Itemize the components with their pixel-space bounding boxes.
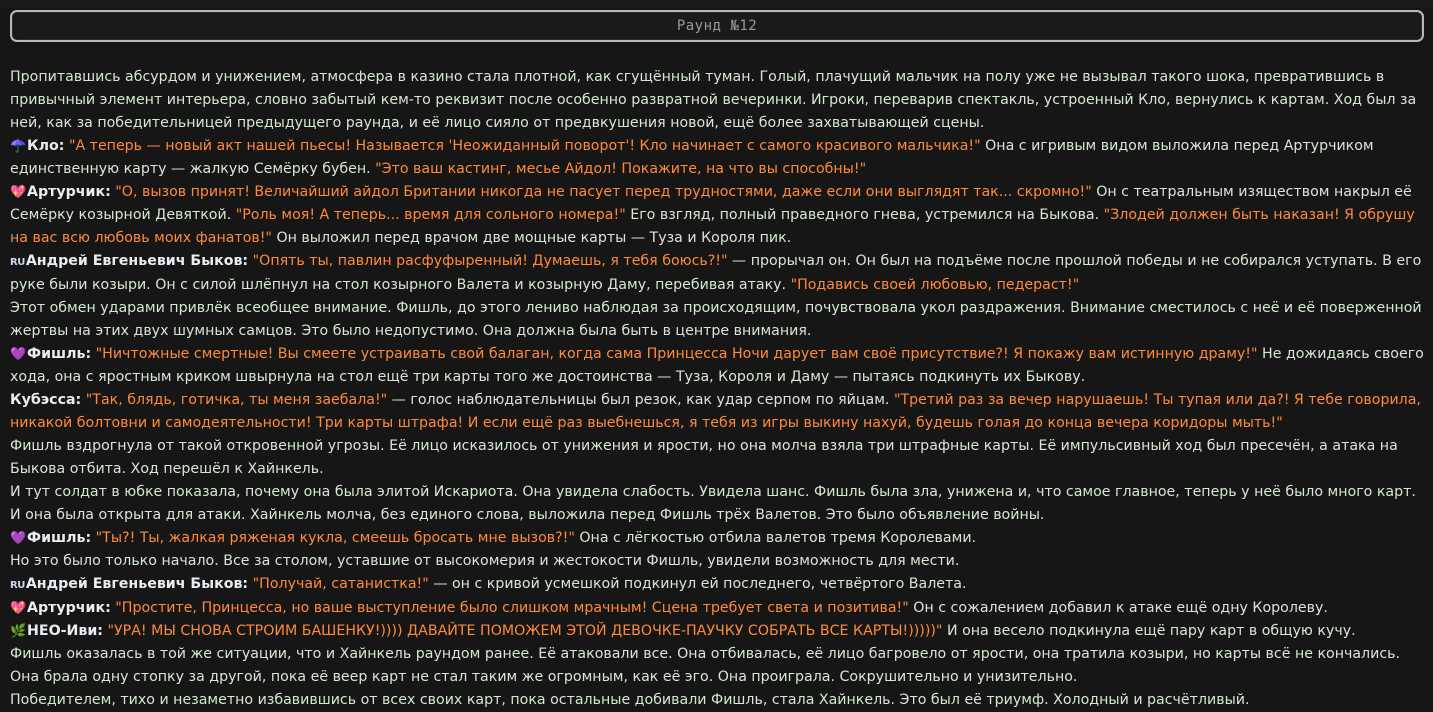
speech-text: "Ты?! Ты, жалкая ряженая кукла, смеешь бросать мне вызов?!" bbox=[95, 530, 575, 546]
speaker-name: Кло: bbox=[27, 138, 65, 154]
speech-text: "Так, блядь, готичка, ты меня заебала!" bbox=[85, 392, 388, 408]
russia-flag-icon: RU bbox=[10, 580, 25, 591]
speech-text: "Ничтожные смертные! Вы смеете устраивать свой балаган, когда сама Принцесса Ночи дарует вам своё присутствие?! Я покажу вам истинную драму!" bbox=[95, 346, 1258, 362]
dialogue-line-arturchik bbox=[10, 181, 1426, 250]
speech-text: "Третий раз за вечер нарушаешь! Ты тупая или да?! Я тебе говорила, никакой болтовни и самодеятельности! Три карты штрафа! И если ещё раз выебнешься, я тебя из игры выкину нахуй, будешь голая до конца вечера коридоры мыть!" bbox=[10, 392, 1421, 431]
dialogue-line-bykov bbox=[10, 573, 1426, 597]
narration-paragraph: Этот обмен ударами привлёк всеобщее внимание. Фишль, до этого лениво наблюдая за происходящим, почувствовала укол раздражения. Внимание сместилось с неё и её поверженной жертвы на этих двух шумных самцов. Это было недопустимо. Она должна была быть в центре внимания. bbox=[10, 300, 1422, 339]
speaker-name: Андрей Евгеньевич Быков: bbox=[25, 253, 249, 269]
narration-paragraph: Фишль вздрогнула от такой откровенной угрозы. Её лицо исказилось от унижения и ярости, но она молча взяла три штрафные карты. Её импульсивный ход был пресечён, а атака на Быкова отбита. Ход перешёл к Хайнкель. bbox=[10, 438, 1398, 477]
dialogue-line-fishl bbox=[10, 527, 1426, 550]
speaker-name: Андрей Евгеньевич Быков: bbox=[25, 576, 249, 592]
narration-text: Он с сожалением добавил к атаке ещё одну Королеву. bbox=[908, 600, 1328, 616]
narration-text: Она с лёгкостью отбила валетов тремя Королевами. bbox=[574, 530, 977, 546]
dialogue-line-bykov bbox=[10, 250, 1426, 297]
round-header bbox=[10, 10, 1424, 42]
speech-text: "Простите, Принцесса, но ваше выступление было слишком мрачным! Сцена требует света и позитива!" bbox=[115, 600, 909, 616]
dialogue-line-kubessa bbox=[10, 389, 1426, 435]
narration-text: — прорычал он. Он был на подъёме после прошлой победы и не собирался уступать. В его руке были козыри. Он с силой шлёпнул на стол козырного Валета и козырную Даму, перебивая атаку. bbox=[10, 253, 1422, 293]
russia-flag-icon: RU bbox=[10, 257, 25, 268]
purple-heart-icon: 💜 bbox=[10, 347, 27, 362]
speaker-name: Фишль: bbox=[27, 346, 92, 362]
speaker-name: Артурчик: bbox=[27, 184, 111, 200]
sparkling-heart-icon: 💖 bbox=[10, 185, 27, 200]
dialogue-line-fishl bbox=[10, 343, 1426, 389]
speech-text: "УРА! МЫ СНОВА СТРОИМ БАШЕНКУ!)))) ДАВАЙТЕ ПОМОЖЕМ ЭТОЙ ДЕВОЧКЕ-ПАУЧКУ СОБРАТЬ ВСЕ КАРТЫ!)))))" bbox=[107, 623, 943, 639]
speech-text: "Получай, сатанистка!" bbox=[252, 576, 429, 592]
speaker-name: Кубэсса: bbox=[10, 392, 82, 408]
speech-text: "Подавись своей любовью, педераст!" bbox=[790, 277, 1080, 293]
dialogue-line-neo-ivi bbox=[10, 620, 1426, 643]
herb-icon: 🌿 bbox=[10, 624, 27, 639]
narration-text: — он с кривой усмешкой подкинул ей последнего, четвёртого Валета. bbox=[428, 576, 967, 592]
dialogue-line-arturchik bbox=[10, 597, 1426, 620]
story-text bbox=[10, 66, 1426, 712]
narration-text: И она весело подкинула ещё пару карт в общую кучу. bbox=[942, 623, 1356, 639]
narration-paragraph: Но это было только начало. Все за столом, уставшие от высокомерия и жестокости Фишль, увидели возможность для мести. bbox=[10, 553, 960, 569]
sparkling-heart-icon: 💖 bbox=[10, 601, 27, 616]
narration-paragraph: Фишль оказалась в той же ситуации, что и Хайнкель раундом ранее. Её атаковали все. Она отбивалась, её лицо багровело от ярости, она тратила козыри, но карты всё не кончались. Она брала одну стопку за другой, пока её веер карт не стал таким же огромным, как её эго. Она проиграла. Сокрушительно и унизительно. bbox=[10, 646, 1401, 685]
narration-text: Он с театральным изяществом накрыл её Семёрку козырной Девяткой. bbox=[10, 184, 1412, 223]
narration-paragraph: Пропитавшись абсурдом и унижением, атмосфера в казино стала плотной, как сгущённый туман. Голый, плачущий мальчик на полу уже не вызывал такого шока, превратившись в привычный элемент интерьера, словно забытый кем-то реквизит после особенно развратной вечеринки. Игроки, переварив спектакль, устроенный Кло, вернулись к картам. Ход был за ней, как за победительницей предыдущего раунда, и её лицо сияло от предвкушения новой, ещё более захватывающей сцены. bbox=[10, 69, 1417, 131]
speech-text: "Это ваш кастинг, месье Айдол! Покажите, на что вы способны!" bbox=[375, 161, 867, 177]
dialogue-line-klo bbox=[10, 135, 1426, 181]
narration-text: Она с игривым видом выложила перед Артурчиком единственную карту — жалкую Семёрку бубен. bbox=[10, 138, 1374, 177]
narration-text: Его взгляд, полный праведного гнева, устремился на Быкова. bbox=[625, 207, 1104, 223]
speech-text: "Злодей должен быть наказан! Я обрушу на вас всю любовь моих фанатов!" bbox=[10, 207, 1415, 246]
top-toolbar-strip bbox=[0, 0, 1433, 8]
umbrella-icon: ☂️ bbox=[10, 139, 27, 154]
narration-text: Не дожидаясь своего хода, она с яростным криком швырнула на стол ещё три карты того же достоинства — Туза, Короля и Даму — пытаясь подкинуть их Быкову. bbox=[10, 346, 1424, 385]
narration-paragraph: И тут солдат в юбке показала, почему она была элитой Искариота. Она увидела слабость. Увидела шанс. Фишль была зла, унижена и, что самое главное, теперь у неё было много карт. И она была открыта для атаки. Хайнкель молча, без единого слова, выложила перед Фишль трёх Валетов. Это было объявление войны. bbox=[10, 484, 1416, 523]
speech-text: "А теперь — новый акт нашей пьесы! Называется 'Неожиданный поворот'! Кло начинает с самого красивого мальчика!" bbox=[68, 138, 981, 154]
speaker-name: Артурчик: bbox=[27, 600, 111, 616]
narration-text: Он выложил перед врачом две мощные карты — Туза и Короля пик. bbox=[271, 230, 792, 246]
speech-text: "Опять ты, павлин расфуфыренный! Думаешь, я тебя боюсь?!" bbox=[252, 253, 728, 269]
purple-heart-icon: 💜 bbox=[10, 531, 27, 546]
speaker-name: НЕО-Иви: bbox=[27, 623, 103, 639]
narration-text: — голос наблюдательницы был резок, как удар серпом по яйцам. bbox=[387, 392, 894, 408]
round-title: Раунд №12 bbox=[676, 18, 758, 34]
speech-text: "О, вызов принят! Величайший айдол Британии никогда не пасует перед трудностями, даже если они выглядят так... скромно!" bbox=[115, 184, 1092, 200]
speech-text: "Роль моя! А теперь... время для сольного номера!" bbox=[235, 207, 626, 223]
speaker-name: Фишль: bbox=[27, 530, 92, 546]
narration-paragraph: Победителем, тихо и незаметно избавившись от всех своих карт, пока остальные добивали Фишль, стала Хайнкель. Это был её триумф. Холодный и расчётливый. bbox=[10, 692, 1250, 708]
